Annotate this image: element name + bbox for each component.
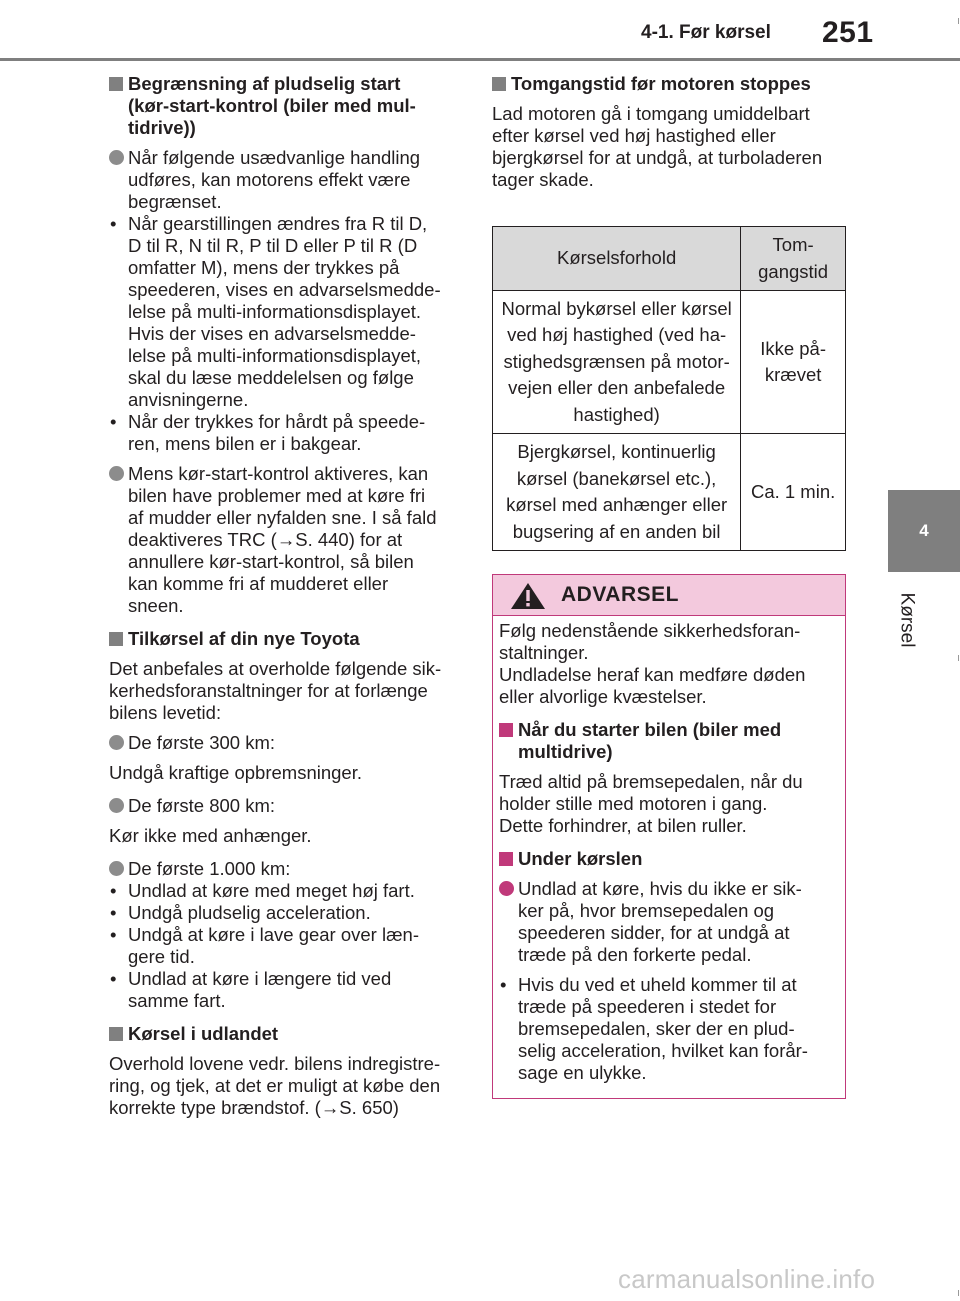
table-header-condition: Kørselsforhold <box>493 227 741 291</box>
text-800km: Kør ikke med anhænger. <box>109 825 312 846</box>
warning-header <box>493 575 845 616</box>
point-pedals: Undlad at køre, hvis du ikke er sik- ker på, hvor bremsepedalen og speederen sidder, for at undgå at træde på den forkerte pedal. <box>499 878 835 966</box>
heading-break-in: Tilkørsel af din nye Toyota <box>109 628 464 650</box>
table-row <box>493 291 846 434</box>
page-header <box>0 0 960 62</box>
watermark: carmanualsonline.info <box>618 1264 876 1294</box>
point-300km: De første 300 km: <box>109 732 464 754</box>
page-number: 251 <box>822 16 874 49</box>
point-1000km: De første 1.000 km: <box>109 858 464 880</box>
margin-tick <box>958 655 959 661</box>
dot-bullet-icon <box>109 735 124 750</box>
table-cell-condition: Normal bykørsel eller kørsel ved høj hastighed (ved ha- stighedsgrænsen på motor- vejen eller den anbefalede hastighed) <box>493 291 741 434</box>
dot-bullet-icon <box>109 466 124 481</box>
starting-text: Træd altid på bremsepedalen, når du holder stille med motoren i gang. Dette forhindrer, at bilen ruller. <box>499 771 803 836</box>
page-link-440[interactable]: deaktiveres TRC (→S. 440) for at <box>128 529 403 550</box>
square-bullet-icon <box>109 77 123 91</box>
idle-text: Lad motoren gå i tomgang umiddelbart efter kørsel ved høj hastighed eller bjergkørsel for at undgå, at turboladeren tager skade. <box>492 103 823 190</box>
bullet-reverse: • Når der trykkes for hårdt på speede- ren, mens bilen er i bakgear. <box>110 411 426 454</box>
heading-starting: Når du starter bilen (biler med multidrive) <box>499 719 835 763</box>
bullet-low-gear: • Undgå at køre i lave gear over læn- gere tid. <box>110 924 419 967</box>
point-800km: De første 800 km: <box>109 795 464 817</box>
bullet-gear-change: • Når gearstillingen ændres fra R til D, D til R, N til R, P til D eller P til R (D omfatter M), mens der trykkes på speederen, vises en advarselsmedde- lelse på multi-informationsdisplayet. Hvis der vises en advarselsmedde- lelse på multi-informationsdisplayet, skal du læse meddelelsen og følge anvisningerne. <box>110 213 441 410</box>
square-bullet-icon <box>109 632 123 646</box>
table-row <box>493 434 846 551</box>
right-column <box>492 73 846 191</box>
chapter-tab-number[interactable]: 4 <box>888 490 960 572</box>
square-bullet-icon <box>109 1027 123 1041</box>
heading-idle-time: Tomgangstid før motoren stoppes <box>492 73 846 95</box>
left-column <box>109 73 464 1119</box>
table-cell-time: Ca. 1 min. <box>741 434 846 551</box>
point-mud-snow: Mens kør-start-kontrol aktiveres, kan bilen have problemer med at køre fri af mudder eller nyfalden sne. I så fald deaktiveres TRC (→S. 440) for at annullere kør-start-kontrol, så bilen kan komme fri af mudderet eller sneen. <box>109 463 464 617</box>
dot-bullet-icon <box>109 150 124 165</box>
table-header-row <box>493 227 846 291</box>
warning-title: ADVARSEL <box>561 583 679 606</box>
bullet-same-speed: • Undlad at køre i længere tid ved samme fart. <box>110 968 392 1011</box>
heading-abroad: Kørsel i udlandet <box>109 1023 464 1045</box>
table-cell-condition: Bjergkørsel, kontinuerlig kørsel (banekørsel etc.), kørsel med anhænger eller bugsering af en anden bil <box>493 434 741 551</box>
dot-bullet-icon <box>109 798 124 813</box>
warning-intro: Følg nedenstående sikkerhedsforan- staltninger. Undladelse heraf kan medføre døden eller alvorlige kvæstelser. <box>499 620 806 707</box>
break-in-intro: Det anbefales at overholde følgende sik- kerhedsforanstaltninger for at forlænge bilens levetid: <box>109 658 442 723</box>
margin-tick <box>958 1290 959 1296</box>
page-link-650[interactable]: korrekte type brændstof. (→S. 650) <box>109 1097 399 1118</box>
bullet-speed: • Undlad at køre med meget høj fart. <box>110 880 415 901</box>
square-bullet-icon <box>499 723 513 737</box>
bullet-wrong-pedal: • Hvis du ved et uheld kommer til at træde på speederen i stedet for bremsepedalen, sker der en plud- selig acceleration, hvilket kan forår- sage en ulykke. <box>500 974 808 1083</box>
abroad-text: Overhold lovene vedr. bilens indregistre- ring, og tjek, at det er muligt at købe den korrekte type brændstof. (→S. 650) <box>109 1053 464 1119</box>
dot-bullet-icon <box>499 881 514 896</box>
dot-bullet-icon <box>109 861 124 876</box>
heading-driving: Under kørslen <box>499 848 835 870</box>
square-bullet-icon <box>499 852 513 866</box>
table-cell-time: Ikke på- krævet <box>741 291 846 434</box>
point-engine-limited: Når følgende usædvanlige handling udføres, kan motorens effekt være begrænset. <box>109 147 464 213</box>
text-300km: Undgå kraftige opbremsninger. <box>109 762 362 783</box>
heading-start-control: Begrænsning af pludselig start (kør-start-kontrol (biler med mul- tidrive)) <box>109 73 464 139</box>
chapter-tab-label: Kørsel <box>896 592 917 648</box>
section-title: 4-1. Før kørsel <box>641 22 771 43</box>
table-header-idle: Tom- gangstid <box>741 227 846 291</box>
warning-body <box>499 620 835 1084</box>
warning-triangle-icon <box>510 582 546 610</box>
square-bullet-icon <box>492 77 506 91</box>
warning-box <box>492 574 846 1099</box>
margin-tick <box>958 18 959 24</box>
bullet-acceleration: • Undgå pludselig acceleration. <box>110 902 371 923</box>
idle-time-table <box>492 226 846 551</box>
header-rule <box>0 58 960 61</box>
